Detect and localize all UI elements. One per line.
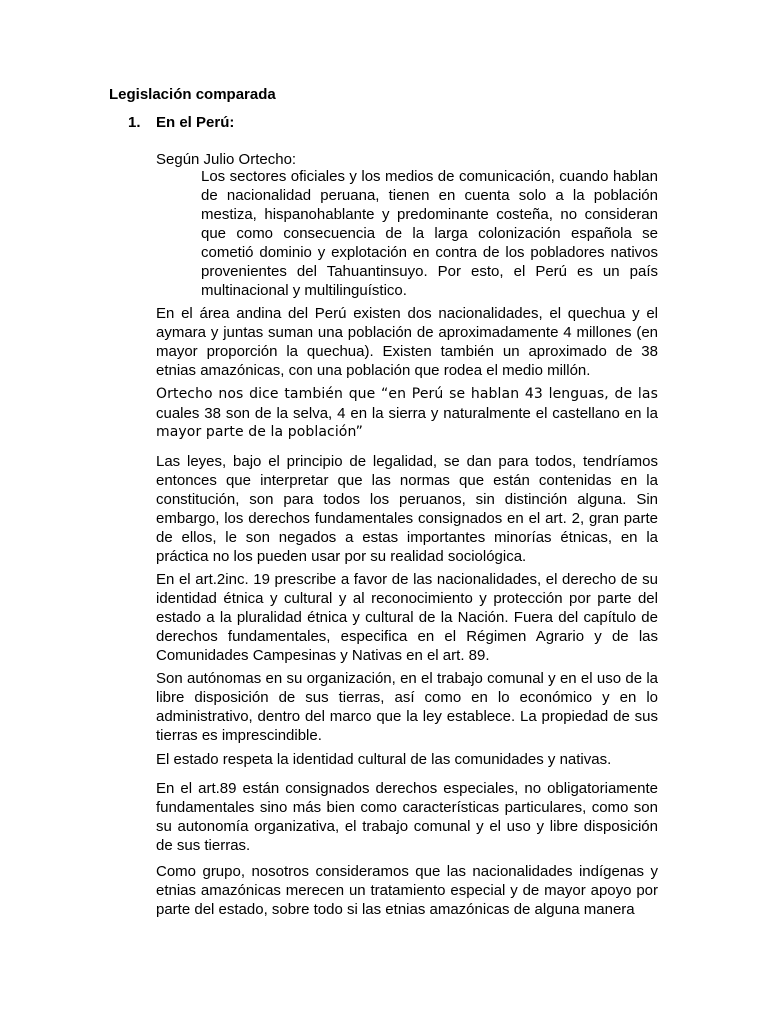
block-quote: Los sectores oficiales y los medios de comunicación, cuando hablan de nacionalidad peruana, tienen en cuenta solo a la población mestiza, hispanohablante y predominante costeña, no consideran que como consecuencia de la larga colonización española se cometió dominio y explotación en contra de los pobladores nativos provenientes del Tahuantinsuyo. Por esto, el Perú es un país multinacional y multilinguístico. (201, 168, 658, 299)
paragraph-legality: Las leyes, bajo el principio de legalidad, se dan para todos, tendríamos entonces que interpretar que las normas que están contenidas en la constitución, son para todos los peruanos, sin distinción alguna. Sin embargo, los derechos fundamentales consignados en el art. 2, gran parte de ellos, le son negados a estas importantes minorías étnicas, en la práctica no los pueden usar por su realidad sociológica. (156, 453, 658, 565)
section-number: 1. (128, 114, 141, 131)
ortecho-languages-quote (156, 385, 658, 442)
paragraph-group-opinion: Como grupo, nosotros consideramos que las nacionalidades indígenas y etnias amazónicas merecen un tratamiento especial y de mayor apoyo por parte del estado, sobre todo si las etnias amazónicas de alguna manera (156, 863, 658, 918)
ortecho-quote-line-1: Ortecho nos dice también que “en Perú se hablan 43 lenguas, de las (156, 386, 658, 402)
paragraph-nationalities: En el área andina del Perú existen dos nacionalidades, el quechua y el aymara y juntas suman una población de aproximadamente 4 millones (en mayor proporción la quechua). Existen también un aproximado de 38 etnias amazónicas, con una población que rodea el medio millón. (156, 305, 658, 379)
paragraph-art2: En el art.2inc. 19 prescribe a favor de las nacionalidades, el derecho de su identidad étnica y cultural y al reconocimiento y protección por parte del estado a la pluralidad étnica y cultural de la Nación. Fuera del capítulo de derechos fundamentales, especifica en el Régimen Agrario y de las Comunidades Campesinas y Nativas en el art. 89. (156, 571, 658, 664)
ortecho-quote-line-3: mayor parte de la población” (156, 424, 364, 440)
ortecho-quote-line-2: cuales 38 son de la selva, 4 en la sierra y naturalmente el castellano en la (156, 405, 658, 422)
section-title (128, 113, 234, 132)
section-title-text: En el Perú: (156, 114, 235, 131)
document-heading: Legislación comparada (109, 86, 276, 103)
paragraph-cultural-identity: El estado respeta la identidad cultural de las comunidades y nativas. (156, 751, 612, 768)
paragraph-art89: En el art.89 están consignados derechos especiales, no obligatoriamente fundamentales sino más bien como características particulares, como son su autonomía organizativa, el trabajo comunal y el uso y libre disposición de sus tierras. (156, 780, 658, 854)
quote-intro: Según Julio Ortecho: (156, 151, 297, 168)
paragraph-autonomy: Son autónomas en su organización, en el trabajo comunal y en el uso de la libre disposición de sus tierras, así como en lo económico y en lo administrativo, dentro del marco que la ley establece. La propiedad de sus tierras es imprescindible. (156, 670, 658, 744)
